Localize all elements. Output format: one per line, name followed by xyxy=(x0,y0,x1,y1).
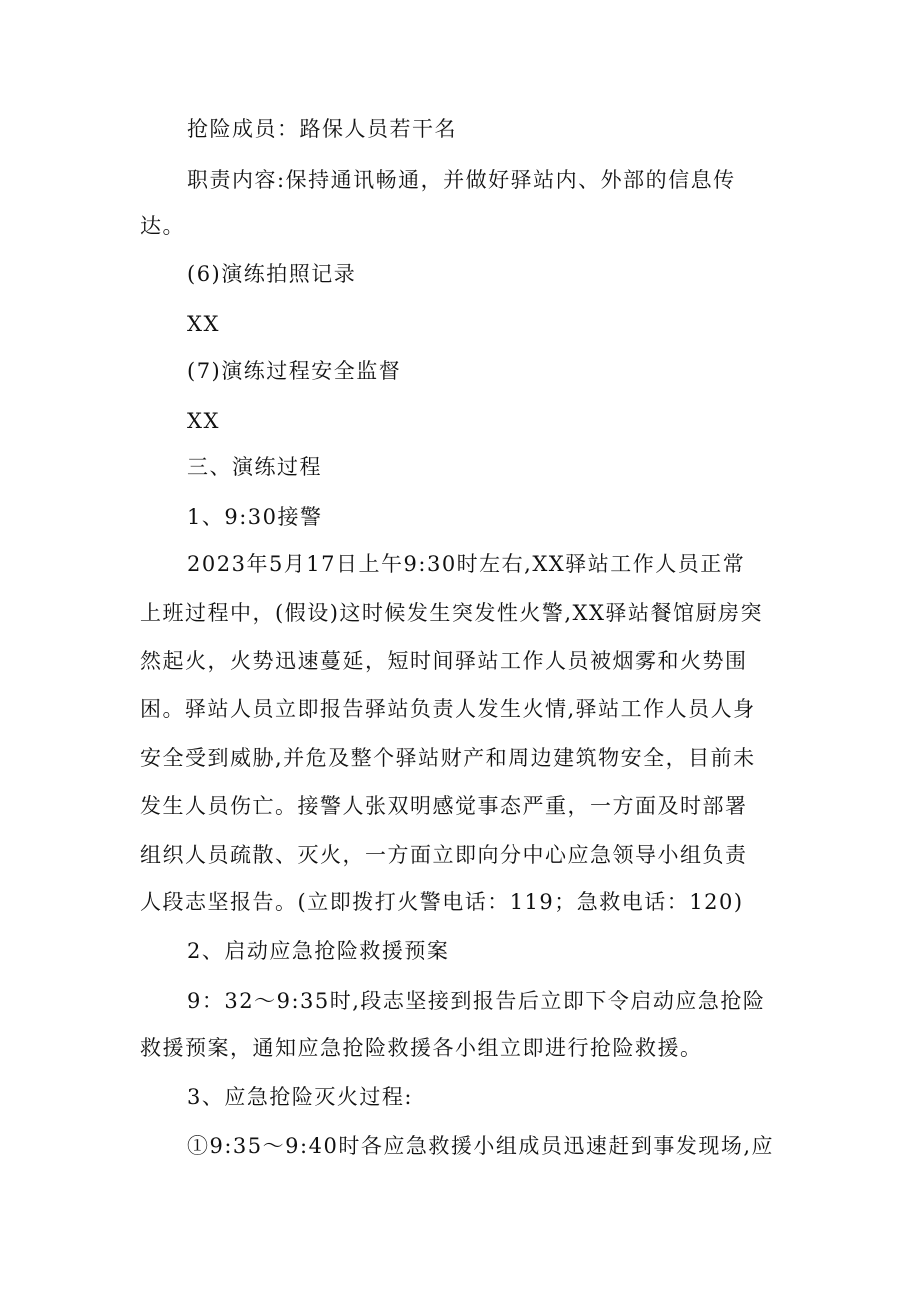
photo-record-heading: (6)演练拍照记录 xyxy=(187,262,357,286)
photo-record-value: XX xyxy=(187,312,220,336)
paragraph-line: 2023年5月17日上午9:30时左右,XX驿站工作人员正常 xyxy=(187,552,746,576)
step3-heading: 3、应急抢险灭火过程: xyxy=(187,1085,413,1109)
paragraph-line: 上班过程中，(假设)这时候发生突发性火警,XX驿站餐馆厨房突 xyxy=(140,601,763,625)
duty-content-line: 职责内容:保持通讯畅通，并做好驿站内、外部的信息传 xyxy=(187,168,736,192)
paragraph-line: ①9:35～9:40时各应急救援小组成员迅速赶到事发现场,应 xyxy=(187,1134,774,1158)
paragraph-line: 安全受到威胁,并危及整个驿站财产和周边建筑物安全，目前未 xyxy=(140,746,756,770)
duty-content-continuation: 达。 xyxy=(140,214,185,238)
paragraph-line: 发生人员伤亡。接警人张双明感觉事态严重，一方面及时部署 xyxy=(140,794,748,818)
section-heading-drill-process: 三、演练过程 xyxy=(187,455,322,479)
step1-heading: 1、9:30接警 xyxy=(187,505,323,529)
paragraph-line: 9：32～9:35时,段志坚接到报告后立即下令启动应急抢险 xyxy=(187,989,766,1013)
safety-supervision-value: XX xyxy=(187,409,220,433)
paragraph-line: 组织人员疏散、灭火，一方面立即向分中心应急领导小组负责 xyxy=(140,843,748,867)
rescue-members-line: 抢险成员：路保人员若干名 xyxy=(187,117,457,141)
step2-heading: 2、启动应急抢险救援预案 xyxy=(187,939,450,963)
paragraph-line: 人段志坚报告。(立即拨打火警电话：119；急救电话：120) xyxy=(140,890,744,914)
paragraph-line: 困。驿站人员立即报告驿站负责人发生火情,驿站工作人员人身 xyxy=(140,697,756,721)
paragraph-line: 然起火，火势迅速蔓延，短时间驿站工作人员被烟雾和火势围 xyxy=(140,649,748,673)
safety-supervision-heading: (7)演练过程安全监督 xyxy=(187,359,402,383)
paragraph-line: 救援预案，通知应急抢险救援各小组立即进行抢险救援。 xyxy=(140,1036,703,1060)
